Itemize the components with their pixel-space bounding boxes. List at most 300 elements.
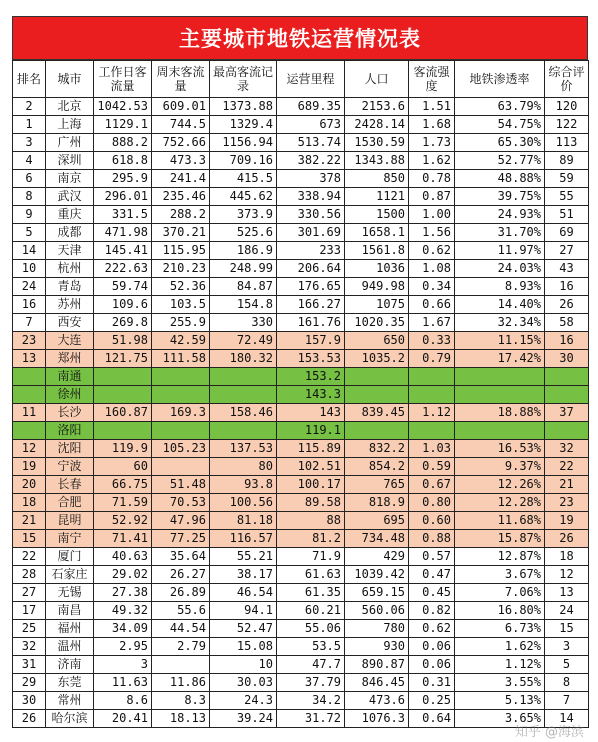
cell-population: 1076.3 [345, 710, 409, 728]
cell-intensity: 0.06 [409, 638, 455, 656]
table-title: 主要城市地铁运营情况表 [12, 16, 588, 60]
cell-rank: 16 [13, 296, 46, 314]
cell-mileage: 71.9 [277, 548, 345, 566]
cell-intensity: 0.64 [409, 710, 455, 728]
cell-weekend: 18.13 [152, 710, 210, 728]
watermark: 知乎 @海滨 [514, 725, 584, 740]
cell-intensity: 0.80 [409, 494, 455, 512]
cell-weekend: 42.59 [152, 332, 210, 350]
cell-intensity: 0.62 [409, 620, 455, 638]
cell-population: 1036 [345, 260, 409, 278]
cell-penetration: 24.93% [455, 206, 545, 224]
cell-rank: 28 [13, 566, 46, 584]
cell-population: 949.98 [345, 278, 409, 296]
cell-intensity: 0.60 [409, 512, 455, 530]
cell-peak: 525.6 [210, 224, 277, 242]
cell-mileage: 176.65 [277, 278, 345, 296]
cell-penetration: 11.97% [455, 242, 545, 260]
cell-weekday: 11.63 [94, 674, 152, 692]
cell-intensity: 1.67 [409, 314, 455, 332]
cell-intensity: 1.12 [409, 404, 455, 422]
cell-weekday: 51.98 [94, 332, 152, 350]
cell-city: 重庆 [46, 206, 94, 224]
cell-penetration [455, 368, 545, 386]
cell-city: 东莞 [46, 674, 94, 692]
cell-weekend: 11.86 [152, 674, 210, 692]
cell-score: 30 [545, 350, 589, 368]
cell-city: 沈阳 [46, 440, 94, 458]
cell-weekday [94, 422, 152, 440]
cell-weekend: 255.9 [152, 314, 210, 332]
table-row [13, 98, 589, 116]
cell-weekday: 145.41 [94, 242, 152, 260]
cell-peak: 709.16 [210, 152, 277, 170]
cell-mileage: 53.5 [277, 638, 345, 656]
cell-intensity: 0.31 [409, 674, 455, 692]
cell-rank: 5 [13, 224, 46, 242]
table-row [13, 170, 589, 188]
cell-score: 55 [545, 188, 589, 206]
cell-score: 18 [545, 548, 589, 566]
cell-intensity: 1.68 [409, 116, 455, 134]
cell-intensity: 0.87 [409, 188, 455, 206]
cell-peak: 154.8 [210, 296, 277, 314]
cell-penetration: 11.68% [455, 512, 545, 530]
cell-population: 734.48 [345, 530, 409, 548]
cell-peak: 186.9 [210, 242, 277, 260]
cell-weekend: 210.23 [152, 260, 210, 278]
cell-penetration: 48.88% [455, 170, 545, 188]
cell-penetration: 54.75% [455, 116, 545, 134]
cell-city: 杭州 [46, 260, 94, 278]
cell-weekend: 77.25 [152, 530, 210, 548]
cell-score: 113 [545, 134, 589, 152]
table-row [13, 476, 589, 494]
cell-population: 765 [345, 476, 409, 494]
cell-population: 1343.88 [345, 152, 409, 170]
cell-peak: 415.5 [210, 170, 277, 188]
cell-score [545, 368, 589, 386]
cell-population: 695 [345, 512, 409, 530]
cell-population: 780 [345, 620, 409, 638]
table-row [13, 206, 589, 224]
cell-score: 69 [545, 224, 589, 242]
cell-intensity: 0.88 [409, 530, 455, 548]
cell-population: 1561.8 [345, 242, 409, 260]
cell-penetration: 7.06% [455, 584, 545, 602]
cell-population: 473.6 [345, 692, 409, 710]
cell-intensity: 1.00 [409, 206, 455, 224]
cell-mileage: 89.58 [277, 494, 345, 512]
cell-weekday [94, 386, 152, 404]
cell-population: 850 [345, 170, 409, 188]
cell-population: 1530.59 [345, 134, 409, 152]
cell-score: 16 [545, 278, 589, 296]
cell-city: 上海 [46, 116, 94, 134]
cell-intensity: 0.59 [409, 458, 455, 476]
table-row [13, 152, 589, 170]
cell-mileage: 100.17 [277, 476, 345, 494]
cell-weekend: 235.46 [152, 188, 210, 206]
cell-population: 1075 [345, 296, 409, 314]
cell-population: 1035.2 [345, 350, 409, 368]
cell-population: 1020.35 [345, 314, 409, 332]
cell-weekend: 241.4 [152, 170, 210, 188]
cell-mileage: 233 [277, 242, 345, 260]
cell-city: 徐州 [46, 386, 94, 404]
cell-rank: 24 [13, 278, 46, 296]
cell-penetration: 1.62% [455, 638, 545, 656]
cell-peak: 1156.94 [210, 134, 277, 152]
header-score: 综合评价 [545, 61, 589, 98]
cell-intensity: 0.78 [409, 170, 455, 188]
cell-penetration: 1.12% [455, 656, 545, 674]
cell-peak: 30.03 [210, 674, 277, 692]
cell-rank: 27 [13, 584, 46, 602]
table-row [13, 188, 589, 206]
cell-population: 854.2 [345, 458, 409, 476]
cell-penetration: 11.15% [455, 332, 545, 350]
cell-weekend: 2.79 [152, 638, 210, 656]
cell-penetration: 39.75% [455, 188, 545, 206]
header-weekday: 工作日客流量 [94, 61, 152, 98]
cell-penetration: 3.55% [455, 674, 545, 692]
cell-peak: 1329.4 [210, 116, 277, 134]
cell-mileage: 47.7 [277, 656, 345, 674]
table-row [13, 386, 589, 404]
header-intensity: 客流强度 [409, 61, 455, 98]
cell-penetration: 16.53% [455, 440, 545, 458]
cell-score: 13 [545, 584, 589, 602]
cell-weekend: 103.5 [152, 296, 210, 314]
cell-population: 1039.42 [345, 566, 409, 584]
table-row [13, 350, 589, 368]
cell-penetration: 9.37% [455, 458, 545, 476]
header-rank: 排名 [13, 61, 46, 98]
cell-mileage: 673 [277, 116, 345, 134]
cell-mileage: 31.72 [277, 710, 345, 728]
cell-penetration: 16.80% [455, 602, 545, 620]
cell-penetration: 3.65% [455, 710, 545, 728]
cell-population: 839.45 [345, 404, 409, 422]
cell-peak: 15.08 [210, 638, 277, 656]
cell-rank: 8 [13, 188, 46, 206]
header-weekend: 周末客流量 [152, 61, 210, 98]
cell-mileage: 161.76 [277, 314, 345, 332]
cell-weekend [152, 422, 210, 440]
cell-rank: 2 [13, 98, 46, 116]
cell-intensity: 0.79 [409, 350, 455, 368]
cell-city: 济南 [46, 656, 94, 674]
cell-mileage: 153.2 [277, 368, 345, 386]
cell-penetration: 6.73% [455, 620, 545, 638]
cell-weekday: 296.01 [94, 188, 152, 206]
cell-intensity [409, 422, 455, 440]
cell-rank: 19 [13, 458, 46, 476]
cell-weekend: 52.36 [152, 278, 210, 296]
cell-score: 24 [545, 602, 589, 620]
cell-city: 南京 [46, 170, 94, 188]
cell-weekend: 47.96 [152, 512, 210, 530]
cell-population [345, 368, 409, 386]
table-row [13, 440, 589, 458]
cell-score: 37 [545, 404, 589, 422]
cell-penetration: 12.26% [455, 476, 545, 494]
cell-weekday: 71.41 [94, 530, 152, 548]
cell-weekend: 288.2 [152, 206, 210, 224]
cell-city: 长沙 [46, 404, 94, 422]
cell-weekend: 115.95 [152, 242, 210, 260]
cell-weekend: 70.53 [152, 494, 210, 512]
cell-penetration: 24.03% [455, 260, 545, 278]
table-row [13, 566, 589, 584]
cell-peak: 80 [210, 458, 277, 476]
cell-score: 19 [545, 512, 589, 530]
cell-weekday: 222.63 [94, 260, 152, 278]
cell-peak: 94.1 [210, 602, 277, 620]
cell-rank: 14 [13, 242, 46, 260]
cell-intensity: 1.73 [409, 134, 455, 152]
cell-weekday: 59.74 [94, 278, 152, 296]
cell-population: 1500 [345, 206, 409, 224]
table-row [13, 548, 589, 566]
cell-mileage: 102.51 [277, 458, 345, 476]
cell-rank [13, 386, 46, 404]
cell-mileage: 88 [277, 512, 345, 530]
cell-city: 福州 [46, 620, 94, 638]
cell-weekday: 331.5 [94, 206, 152, 224]
table-row [13, 602, 589, 620]
table-row [13, 422, 589, 440]
table-row [13, 224, 589, 242]
cell-score: 15 [545, 620, 589, 638]
cell-penetration: 3.67% [455, 566, 545, 584]
cell-intensity: 0.45 [409, 584, 455, 602]
cell-rank: 13 [13, 350, 46, 368]
cell-peak [210, 422, 277, 440]
cell-weekday: 40.63 [94, 548, 152, 566]
cell-penetration: 14.40% [455, 296, 545, 314]
cell-city: 西安 [46, 314, 94, 332]
cell-weekend: 105.23 [152, 440, 210, 458]
cell-peak [210, 386, 277, 404]
cell-mileage: 37.79 [277, 674, 345, 692]
cell-score: 7 [545, 692, 589, 710]
cell-weekday: 71.59 [94, 494, 152, 512]
table-row [13, 530, 589, 548]
cell-peak: 24.3 [210, 692, 277, 710]
table-row [13, 620, 589, 638]
cell-city: 广州 [46, 134, 94, 152]
cell-population: 1658.1 [345, 224, 409, 242]
cell-population: 560.06 [345, 602, 409, 620]
cell-rank: 7 [13, 314, 46, 332]
table-row [13, 260, 589, 278]
cell-weekend: 744.5 [152, 116, 210, 134]
cell-rank: 29 [13, 674, 46, 692]
cell-weekend: 26.27 [152, 566, 210, 584]
cell-peak: 52.47 [210, 620, 277, 638]
cell-weekday: 121.75 [94, 350, 152, 368]
cell-mileage: 143 [277, 404, 345, 422]
cell-intensity: 1.08 [409, 260, 455, 278]
table-row [13, 494, 589, 512]
cell-population [345, 422, 409, 440]
cell-mileage: 34.2 [277, 692, 345, 710]
cell-rank: 25 [13, 620, 46, 638]
cell-peak: 84.87 [210, 278, 277, 296]
cell-rank: 15 [13, 530, 46, 548]
cell-city: 哈尔滨 [46, 710, 94, 728]
cell-population: 818.9 [345, 494, 409, 512]
cell-city: 无锡 [46, 584, 94, 602]
cell-mileage: 689.35 [277, 98, 345, 116]
cell-rank: 3 [13, 134, 46, 152]
cell-rank [13, 422, 46, 440]
cell-rank: 20 [13, 476, 46, 494]
cell-peak: 10 [210, 656, 277, 674]
cell-city: 石家庄 [46, 566, 94, 584]
cell-intensity: 0.33 [409, 332, 455, 350]
cell-weekday [94, 368, 152, 386]
cell-rank: 17 [13, 602, 46, 620]
cell-score: 3 [545, 638, 589, 656]
cell-mileage: 206.64 [277, 260, 345, 278]
cell-city: 洛阳 [46, 422, 94, 440]
cell-rank: 12 [13, 440, 46, 458]
cell-weekday: 2.95 [94, 638, 152, 656]
cell-intensity: 0.06 [409, 656, 455, 674]
cell-score: 12 [545, 566, 589, 584]
cell-penetration: 5.13% [455, 692, 545, 710]
cell-rank: 9 [13, 206, 46, 224]
cell-mileage: 338.94 [277, 188, 345, 206]
cell-intensity: 1.56 [409, 224, 455, 242]
table-row [13, 692, 589, 710]
cell-intensity: 0.47 [409, 566, 455, 584]
cell-peak: 38.17 [210, 566, 277, 584]
table-row [13, 314, 589, 332]
cell-score: 26 [545, 530, 589, 548]
cell-score [545, 422, 589, 440]
cell-penetration [455, 386, 545, 404]
cell-peak: 100.56 [210, 494, 277, 512]
header-population: 人口 [345, 61, 409, 98]
header-city: 城市 [46, 61, 94, 98]
cell-mileage: 61.35 [277, 584, 345, 602]
cell-intensity [409, 368, 455, 386]
cell-weekend: 26.89 [152, 584, 210, 602]
cell-peak: 55.21 [210, 548, 277, 566]
cell-rank: 22 [13, 548, 46, 566]
cell-rank: 32 [13, 638, 46, 656]
cell-rank: 10 [13, 260, 46, 278]
cell-weekend: 111.58 [152, 350, 210, 368]
table-row [13, 674, 589, 692]
cell-weekday: 1042.53 [94, 98, 152, 116]
cell-peak: 180.32 [210, 350, 277, 368]
cell-population: 659.15 [345, 584, 409, 602]
cell-mileage: 378 [277, 170, 345, 188]
cell-city: 武汉 [46, 188, 94, 206]
table-row [13, 584, 589, 602]
cell-city: 深圳 [46, 152, 94, 170]
cell-rank: 1 [13, 116, 46, 134]
cell-weekend: 55.6 [152, 602, 210, 620]
cell-weekday: 888.2 [94, 134, 152, 152]
cell-mileage: 382.22 [277, 152, 345, 170]
table-row [13, 134, 589, 152]
table-row [13, 656, 589, 674]
cell-city: 大连 [46, 332, 94, 350]
cell-mileage: 153.53 [277, 350, 345, 368]
cell-score: 120 [545, 98, 589, 116]
cell-weekend: 44.54 [152, 620, 210, 638]
cell-penetration [455, 422, 545, 440]
cell-score: 8 [545, 674, 589, 692]
cell-weekend: 752.66 [152, 134, 210, 152]
cell-weekend [152, 656, 210, 674]
cell-mileage: 513.74 [277, 134, 345, 152]
cell-penetration: 63.79% [455, 98, 545, 116]
cell-intensity: 1.51 [409, 98, 455, 116]
cell-peak: 116.57 [210, 530, 277, 548]
cell-city: 郑州 [46, 350, 94, 368]
cell-mileage: 61.63 [277, 566, 345, 584]
cell-population: 2428.14 [345, 116, 409, 134]
cell-intensity: 0.57 [409, 548, 455, 566]
cell-score: 14 [545, 710, 589, 728]
cell-rank: 21 [13, 512, 46, 530]
cell-peak: 93.8 [210, 476, 277, 494]
cell-peak: 158.46 [210, 404, 277, 422]
cell-city: 南通 [46, 368, 94, 386]
cell-score: 122 [545, 116, 589, 134]
cell-weekend: 51.48 [152, 476, 210, 494]
cell-score: 27 [545, 242, 589, 260]
cell-mileage: 119.1 [277, 422, 345, 440]
table-row [13, 332, 589, 350]
cell-penetration: 8.93% [455, 278, 545, 296]
cell-score: 16 [545, 332, 589, 350]
cell-city: 温州 [46, 638, 94, 656]
cell-city: 北京 [46, 98, 94, 116]
cell-population: 846.45 [345, 674, 409, 692]
cell-score: 23 [545, 494, 589, 512]
cell-score: 22 [545, 458, 589, 476]
cell-penetration: 52.77% [455, 152, 545, 170]
cell-score: 59 [545, 170, 589, 188]
cell-city: 天津 [46, 242, 94, 260]
cell-city: 常州 [46, 692, 94, 710]
cell-penetration: 12.87% [455, 548, 545, 566]
cell-city: 苏州 [46, 296, 94, 314]
cell-weekday: 3 [94, 656, 152, 674]
cell-intensity: 1.62 [409, 152, 455, 170]
cell-city: 成都 [46, 224, 94, 242]
cell-weekday: 269.8 [94, 314, 152, 332]
cell-score: 26 [545, 296, 589, 314]
cell-rank: 23 [13, 332, 46, 350]
cell-weekday: 119.9 [94, 440, 152, 458]
cell-peak: 373.9 [210, 206, 277, 224]
cell-mileage: 330.56 [277, 206, 345, 224]
cell-weekday: 27.38 [94, 584, 152, 602]
cell-intensity: 0.66 [409, 296, 455, 314]
table-row [13, 116, 589, 134]
cell-rank: 31 [13, 656, 46, 674]
cell-population: 832.2 [345, 440, 409, 458]
